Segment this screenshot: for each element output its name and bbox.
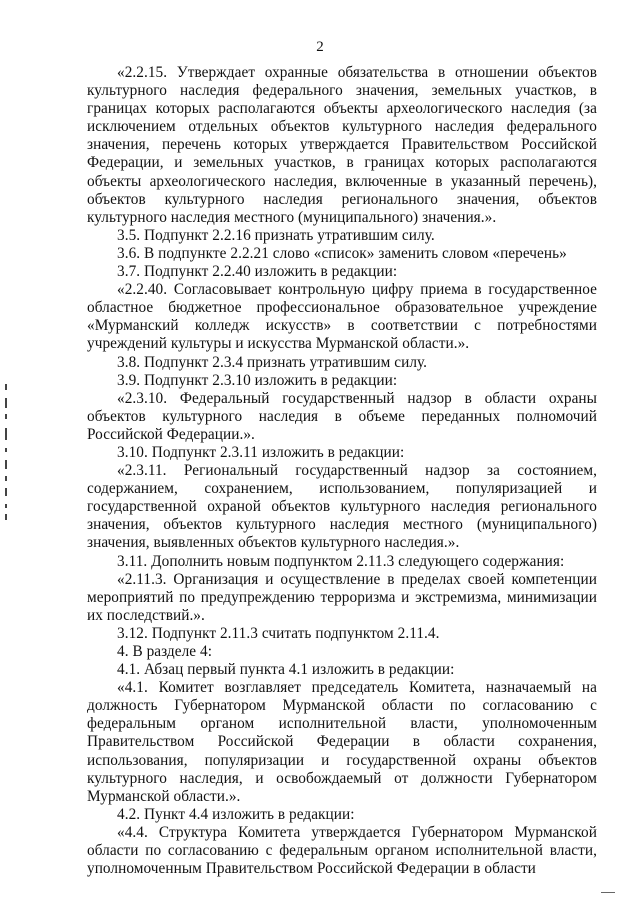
scan-dash-mark	[601, 892, 615, 893]
paragraph-4-2: 4.2. Пункт 4.4 изложить в редакции:	[117, 805, 355, 823]
document-body	[87, 64, 597, 878]
paragraph-4-1-text: «4.1. Комитет возглавляет председатель Комитета, назначаемый на должность Губернатором Мурманской области по согласованию с федеральным органом исполнительной власти, уполномоченным Правительством Российской Федерации в области сохранения, использования, популяризации и государственной охраны объектов культурного наследия, и освобождаемый от должности Губернатором Мурманской области.».	[87, 679, 597, 805]
paragraph-2-3-10: «2.3.10. Федеральный государственный надзор в области охраны объектов культурного наследия в объеме переданных полномочий Российской Федерации.».	[87, 389, 597, 443]
paragraph-3-9: 3.9. Подпункт 2.3.10 изложить в редакции:	[117, 371, 398, 389]
paragraph-4: 4. В разделе 4:	[117, 643, 212, 660]
paragraph-4-4-text: «4.4. Структура Комитета утверждается Губернатором Мурманской области по согласованию с федеральным органом исполнительной власти, уполномоченным Правительством Российской Федерации в области	[87, 823, 597, 878]
paragraph-4-1: 4.1. Абзац первый пункта 4.1 изложить в редакции:	[117, 661, 455, 679]
paragraph-2-2-15: «2.2.15. Утверждает охранные обязательства в отношении объектов культурного наследия федерального значения, земельных участков, в границах которых располагаются объекты археологического наследия (за исключением отдельных объектов культурного наследия федерального значения, перечень которых утверждается Правительством Российской Федерации, и земельных участков, в границах которых располагаются объекты археологического наследия, включенные в указанный перечень), объектов культурного наследия регионального значения, объектов культурного наследия местного (муниципального) значения.».	[87, 64, 597, 226]
paragraph-3-8: 3.8. Подпункт 2.3.4 признать утратившим силу.	[117, 353, 428, 371]
paragraph-3-5: 3.5. Подпункт 2.2.16 признать утратившим силу.	[117, 226, 435, 244]
paragraph-3-10: 3.10. Подпункт 2.3.11 изложить в редакции:	[117, 443, 405, 461]
paragraph-3-6: 3.6. В подпункте 2.2.21 слово «список» заменить словом «перечень»	[117, 244, 567, 262]
paragraph-3-11: 3.11. Дополнить новым подпунктом 2.11.3 следующего содержания:	[117, 552, 565, 570]
page-number: 2	[316, 39, 324, 55]
paragraph-3-7: 3.7. Подпункт 2.2.40 изложить в редакции:	[117, 263, 398, 281]
paragraph-3-12: 3.12. Подпункт 2.11.3 считать подпунктом 2.11.4.	[117, 624, 440, 642]
paragraph-2-3-11: «2.3.11. Региональный государственный надзор за состоянием, содержанием, сохранением, использованием, популяризацией и государственной охраной объектов культурного наследия регионального значения, объектов культурного наследия местного (муниципального) значения, выявленных объектов культурного наследия.».	[87, 462, 597, 552]
paragraph-2-2-40: «2.2.40. Согласовывает контрольную цифру приема в государственное областное бюджетное профессиональное образовательное учреждение «Мурманский колледж искусств» в соответствии с потребностями учреждений культуры и искусства Мурманской области.».	[87, 281, 597, 353]
paragraph-2-11-3: «2.11.3. Организация и осуществление в пределах своей компетенции мероприятий по предупреждению терроризма и экстремизма, минимизации их последствий.».	[87, 570, 597, 624]
scan-margin-marks	[5, 384, 8, 524]
